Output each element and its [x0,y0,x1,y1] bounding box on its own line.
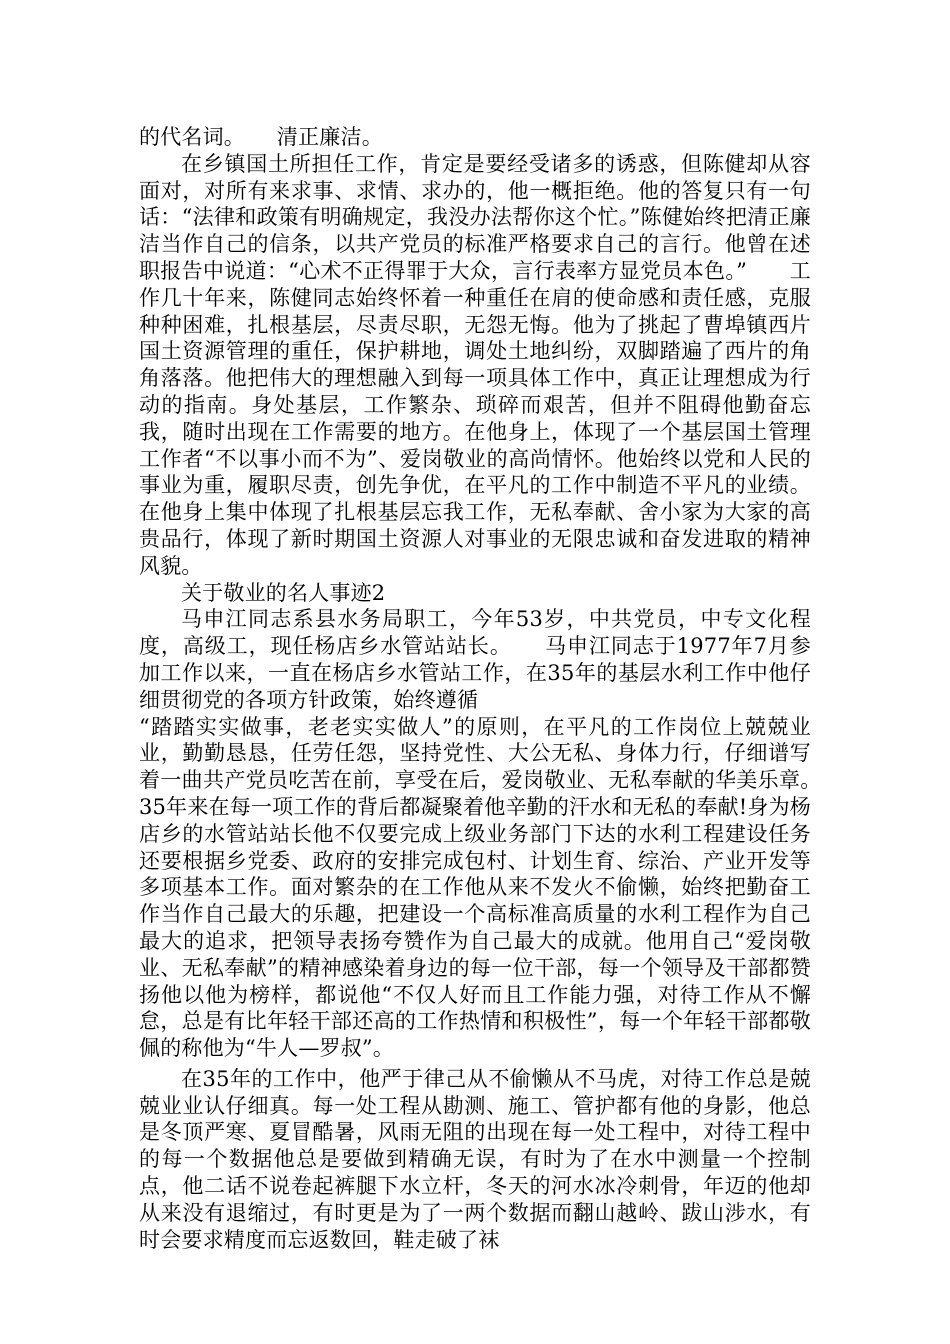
paragraph-ma-shenjiang-work: “踏踏实实做事，老老实实做人”的原则，在平凡的工作岗位上兢兢业业，勤勤恳恳，任劳任怨，坚持党性、大公无私、身体力行，仔细谱写着一曲共产党员吃苦在前，享受在后，爱岗敬业、无私奉献的华美乐章。 35年来在每一项工作的背后都凝聚着他辛勤的汗水和无私的奉献!身为杨店乡的水管站站长他不仅要完成上级业务部门下达的水利工程建设任务还要根据乡党委、政府的安排完成包村、计划生育、综治、产业开发等多项基本工作。面对繁杂的在工作他从来不发火不偷懒，始终把勤奋工作当作自己最大的乐趣，把建设一个高标准高质量的水利工程作为自己最大的追求，把领导表扬夸赞作为自己最大的成就。他用自己“爱岗敬业、无私奉献”的精神感染着身边的每一位干部，每一个领导及干部都赞扬他以他为榜样，都说他“不仅人好而且工作能力强，对待工作从不懈怠，总是有比年轻干部还高的工作热情和积极性”，每一个年轻干部都敬佩的称他为“牛人—罗叔”。 [139,714,854,1061]
document-body [139,124,854,1253]
paragraph-continuation: 的代名词。 清正廉洁。 [139,125,383,149]
paragraph-ma-shenjiang-intro: 马申江同志系县水务局职工，今年53岁，中共党员，中专文化程度，高级工，现任杨店乡水管站站长。 马申江同志于1977年7月参加工作以来，一直在杨店乡水管站工作，在35年的基层水利工作中他仔细贯彻党的各项方针政策，始终遵循 [139,607,811,712]
section-heading: 关于敬业的名人事迹2 [181,580,386,605]
paragraph-ma-shenjiang-35-years: 在35年的工作中，他严于律己从不偷懒从不马虎，对待工作总是兢兢业业认仔细真。每一处工程从勘测、施工、管护都有他的身影，他总是冬顶严寒、夏冒酷暑，风雨无阻的出现在每一处工程中，对待工程中的每一个数据他总是要做到精确无误，有时为了在水中测量一个控制点，他二话不说卷起裤腿下水立杆，冬天的河水冰冷刺骨，年迈的他却从来没有退缩过，有时更是为了一两个数据而翻山越岭、跋山涉水，有时会要求精度而忘返数回，鞋走破了袜 [139,1066,811,1252]
paragraph-integrity: 在乡镇国土所担任工作，肯定是要经受诸多的诱惑，但陈健却从容面对，对所有来求事、求情、求办的，他一概拒绝。他的答复只有一句话：“法律和政策有明确规定，我没办法帮你这个忙。”陈健始终把清正廉洁当作自己的信条，以共产党员的标准严格要求自己的言行。他曾在述职报告中说道：“心术不正得罪于大众，言行表率方显党员本色。” 工作几十年来，陈健同志始终怀着一种重任在肩的使命感和责任感，克服种种困难，扎根基层，尽责尽职，无怨无悔。他为了挑起了曹埠镇西片国土资源管理的重任，保护耕地，调处土地纠纷，双脚踏遍了西片的角角落落。他把伟大的理想融入到每一项具体工作中，真正让理想成为行动的指南。身处基层，工作繁杂、琐碎而艰苦，但并不阻碍他勤奋忘我，随时出现在工作需要的地方。在他身上，体现了一个基层国土管理工作者“不以事小而不为”、爱岗敬业的高尚情怀。他始终以党和人民的事业为重，履职尽责，创先争优，在平凡的工作中制造不平凡的业绩。在他身上集中体现了扎根基层忘我工作，无私奉献、舍小家为大家的高贵品行，体现了新时期国土资源人对事业的无限忠诚和奋发进取的精神风貌。 [139,151,811,578]
